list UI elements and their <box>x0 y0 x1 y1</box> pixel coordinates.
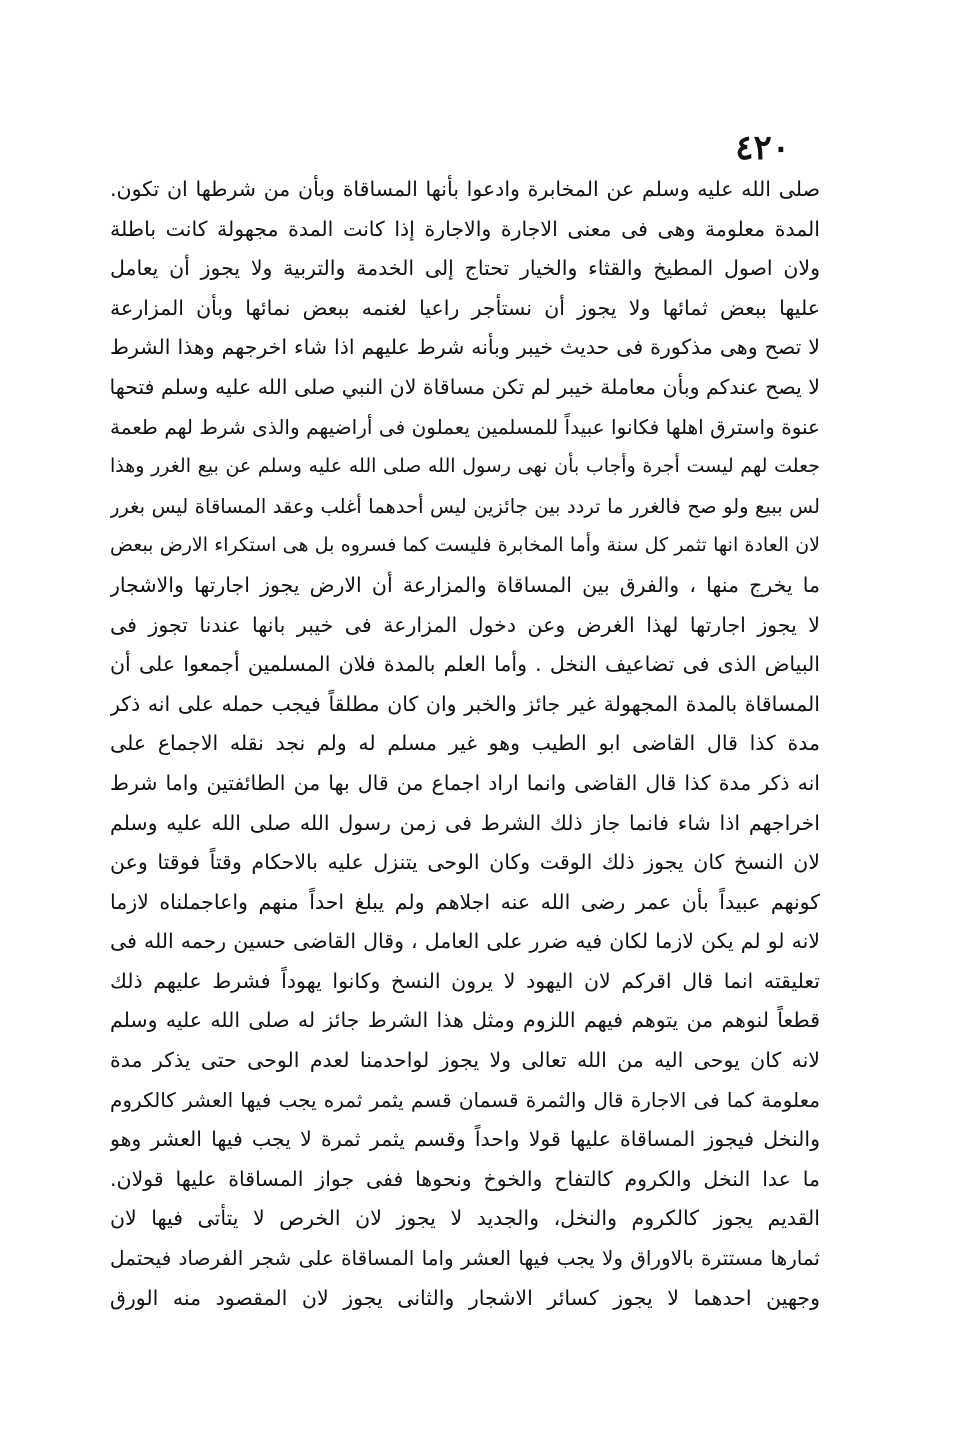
text-line: ولان اصول المطيخ والقثاء والخيار تحتاج إلى الخدمة والتربية ولا يجوز أن يعامل <box>110 256 820 281</box>
text-line: والنخل فيجوز المساقاة عليها قولا واحداً وقسم يثمر ثمرة لا يجب فيها العشر وهو <box>110 1127 820 1152</box>
text-line: قطعاً لنوهم من يتوهم فيهم اللزوم ومثل هذا الشرط جائز له صلى الله عليه وسلم <box>110 1008 820 1033</box>
text-line: ما عدا النخل والكروم كالتفاح والخوخ ونحوها ففى جواز المساقاة عليها قولان. <box>110 1166 820 1191</box>
text-line: كونهم عبيداً بأن عمر رضى الله عنه اجلاهم ولم يبلغ احداً منهم واعاجملناه لازما <box>110 889 820 914</box>
text-line: ثمارها مستترة بالاوراق ولا يجب فيها العشر واما المساقاة على شجر الفرصاد فيحتمل <box>110 1246 820 1271</box>
text-line: المدة معلومة وهى فى معنى الاجارة والاجارة إذا كانت المدة مجهولة كانت باطلة <box>110 216 820 241</box>
body-text <box>110 170 820 1318</box>
text-line: لانه كان يوحى اليه من الله تعالى ولا يجوز لواحدمنا لعدم الوحى حتى يذكر مدة <box>110 1048 820 1073</box>
text-line: لان العادة انها تثمر كل سنة وأما المخابرة فليست كما فسروه بل هى استكراء الارض ببعض <box>110 534 820 557</box>
text-line: مدة كذا قال القاضى ابو الطيب وهو غير مسلم له ولم نجد نقله الاجماع على <box>110 731 820 756</box>
text-line: لان النسخ كان يجوز ذلك الوقت وكان الوحى يتنزل عليه بالاحكام وقتاً فوقتا وعن <box>110 850 820 875</box>
text-line: البياض الذى فى تضاعيف النخل . وأما العلم بالمدة فلان المسلمين أجمعوا على أن <box>110 652 820 677</box>
text-line: لا يصح عندكم وبأن معاملة خيبر لم تكن مساقاة لان النبي صلى الله عليه وسلم فتحها <box>110 374 820 399</box>
text-line: عليها ببعض ثمائها ولا يجوز أن نستأجر راعيا لغنمه ببعض نمائها وبأن المزارعة <box>110 295 820 320</box>
text-line: لا تصح وهى مذكورة فى حديث خيبر وبأنه شرط عليهم اذا شاء اخرجهم وهذا الشرط <box>110 335 820 360</box>
text-line: عنوة واسترق اهلها فكانوا عبيداً للمسلمين يعملون فى أراضيهم والذى شرط لهم طعمة <box>110 414 820 439</box>
text-line: تعليقته انما قال اقركم لان اليهود لا يرون النسخ وكانوا يهوداً فشرط عليهم ذلك <box>110 968 820 993</box>
text-line: معلومة كما فى الاجارة قال والثمرة قسمان قسم يثمر ثمره يجب فيها العشر كالكروم <box>110 1087 820 1112</box>
text-line: اخراجهم اذا شاء فانما جاز ذلك الشرط فى زمن رسول الله صلى الله عليه وسلم <box>110 810 820 835</box>
text-line: جعلت لهم ليست أجرة وأجاب بأن نهى رسول الله صلى الله عليه وسلم عن بيع الغرر وهذا <box>110 455 820 478</box>
text-line: القديم يجوز كالكروم والنخل، والجديد لا يجوز لان الخرص لا يتأتى فيها لان <box>110 1206 820 1231</box>
page-number: ٤٢٠ <box>735 128 790 168</box>
text-line: المساقاة بالمدة المجهولة غير جائز والخبر وان كان مطلقاً فيجب حمله على انه ذكر <box>110 691 820 716</box>
text-line: لا يجوز اجارتها لهذا الغرض وعن دخول المزارعة فى خيبر بانها عندنا تجوز فى <box>110 612 820 637</box>
text-line: لانه لو لم يكن لازما لكان فيه ضرر على العامل ، وقال القاضى حسين رحمه الله فى <box>110 929 820 954</box>
text-line: صلى الله عليه وسلم عن المخابرة وادعوا بأنها المساقاة وبأن من شرطها ان تكون. <box>110 177 820 201</box>
text-line: وجهين احدهما لا يجوز كسائر الاشجار والثانى يجوز لان المقصود منه الورق <box>110 1285 820 1310</box>
text-line: ما يخرج منها ، والفرق بين المساقاة والمزارعة أن الارض يجوز اجارتها والاشجار <box>110 572 820 597</box>
text-line: انه ذكر مدة كذا قال القاضى وانما اراد اجماع من قال بها من الطائفتين واما شرط <box>110 770 820 795</box>
text-line: لس ببيع ولو صح فالغرر ما تردد بين جائزين ليس أحدهما أغلب وعقد المساقاة ليس بغرر <box>110 494 820 518</box>
